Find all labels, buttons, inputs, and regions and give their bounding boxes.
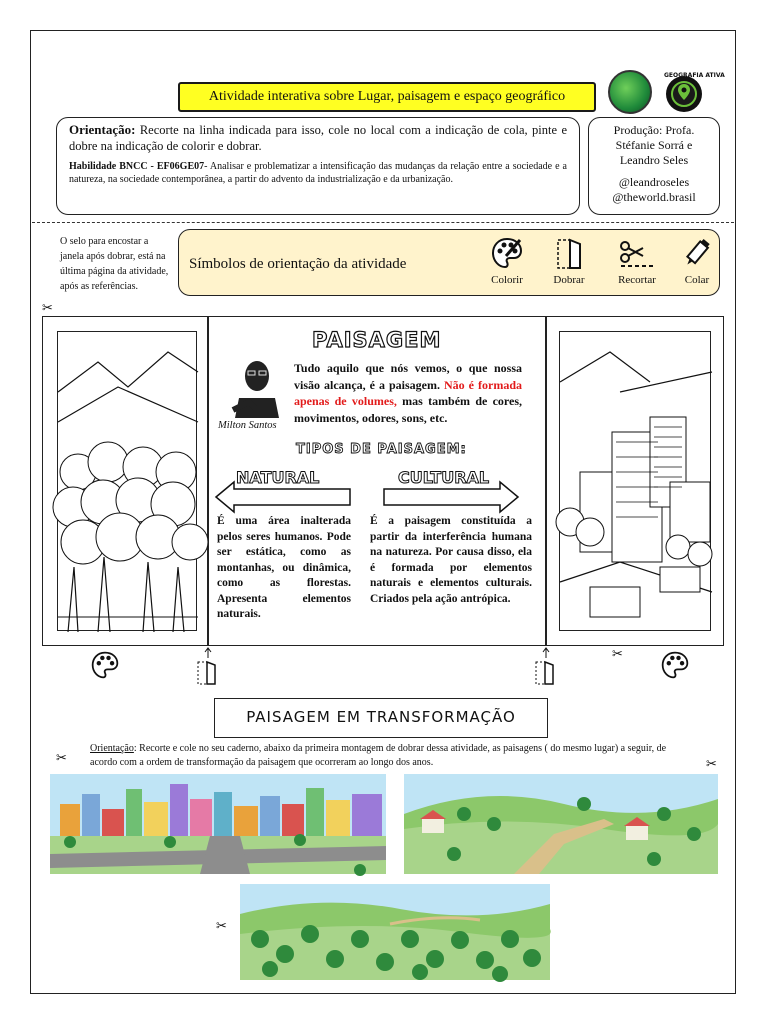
quote-part1: Tudo aquilo que nós vemos, o que nossa visão alcança, é a paisagem.	[294, 361, 522, 392]
production-line1: Produção: Profa.	[613, 123, 695, 137]
fold-icon	[552, 236, 586, 270]
scissors-icon: ✂	[706, 756, 717, 771]
handle-leandroseles: @leandroseles	[618, 175, 690, 189]
transformation-orient-text: : Recorte e cole no seu caderno, abaixo da primeira montagem de dobrar dessa atividade, as paisagens ( do mesmo lugar) a seguir, de acordo com a ordem de transformação da paisagem que ocorreram ao longo dos anos.	[90, 743, 667, 768]
city-drawing	[559, 331, 711, 631]
handle-theworld: @theworld.brasil	[612, 190, 696, 204]
cultural-description: É a paisagem constituída a partir da interferência humana na natureza. Por causa disso, ela é formada por elementos naturais e elementos culturais. Criados pela ação antrópica.	[370, 515, 532, 605]
milton-santos-photo	[229, 354, 285, 418]
production-line2: Stéfanie Sorrá e	[615, 138, 693, 152]
logo-text: GEOGRAFIA ATIVA	[664, 72, 725, 79]
city-landscape-picture	[50, 774, 386, 874]
bncc-text: - Analisar e problematizar a intensificação das mudanças da relação entre a sociedade e a natureza, na sociedade contemporânea, a partir do advento da industrialização e da urbanização.	[69, 161, 567, 185]
paisagem-title: PAISAGEM	[312, 328, 442, 352]
production-box	[588, 117, 720, 215]
palette-icon	[90, 650, 120, 680]
transformation-instructions	[90, 742, 694, 770]
paisagem-quote	[294, 360, 522, 426]
globe-logo	[608, 70, 652, 114]
symbol-dobrar	[539, 236, 599, 286]
fold-icon	[534, 648, 558, 688]
fold-icon	[196, 648, 220, 688]
selo-note: O selo para encostar a janela após dobrar, está na última página da atividade, após as referências.	[60, 236, 169, 292]
tipos-heading: TIPOS DE PAISAGEM:	[296, 442, 467, 457]
cultural-panel	[546, 316, 724, 646]
activity-title: Atividade interativa sobre Lugar, paisagem e espaço geográfico	[178, 82, 596, 112]
natural-description: É uma área inalterada pelos seres humanos. Pode ser estática, como as montanhas, ou dinâmica, como as florestas. Apresenta elementos naturais.	[217, 515, 351, 620]
scissors-icon: ✂	[56, 750, 67, 765]
symbol-recortar	[607, 236, 667, 286]
symbols-box	[178, 229, 720, 296]
geografia-ativa-logo	[660, 70, 725, 114]
scissors-icon: ✂	[612, 646, 623, 661]
rural-landscape-picture	[404, 774, 718, 874]
orientation-box	[56, 117, 580, 215]
natural-label: NATURAL	[236, 468, 320, 487]
bncc-label: Habilidade BNCC - EF06GE07	[69, 161, 205, 172]
production-line3: Leandro Seles	[619, 153, 689, 167]
cultural-label: CULTURAL	[398, 468, 490, 487]
symbol-colorir-label: Colorir	[491, 274, 523, 286]
symbols-title: Símbolos de orientação da atividade	[189, 256, 407, 272]
forest-drawing	[57, 331, 197, 631]
scissors-icon	[617, 236, 657, 270]
symbol-recortar-label: Recortar	[618, 274, 656, 286]
cut-line	[32, 222, 734, 223]
palette-icon	[660, 650, 690, 680]
symbol-colar-label: Colar	[684, 274, 710, 286]
symbol-colorir	[477, 236, 537, 286]
quote-part2: mas também de cores, movimentos, odores, sons, etc.	[294, 394, 523, 425]
glue-icon	[680, 236, 714, 270]
scissors-icon: ✂	[42, 300, 53, 315]
transformation-orient-label: Orientação	[90, 743, 134, 754]
orientation-text: Recorte na linha indicada para isso, cole no local com a indicação de cola, pinte e dobre na indicação de colorir e dobrar.	[69, 123, 568, 153]
transformation-title: PAISAGEM EM TRANSFORMAÇÃO	[214, 698, 548, 738]
symbol-dobrar-label: Dobrar	[553, 274, 585, 286]
scissors-icon: ✂	[216, 918, 227, 933]
milton-santos-label: Milton Santos	[218, 420, 277, 431]
quote-highlight: Não é formada apenas de volumes,	[294, 377, 523, 408]
orientation-label: Orientação:	[69, 122, 136, 137]
natural-panel	[42, 316, 208, 646]
symbol-colar	[667, 236, 727, 286]
natural-landscape-picture	[240, 884, 550, 980]
palette-icon	[490, 236, 524, 270]
